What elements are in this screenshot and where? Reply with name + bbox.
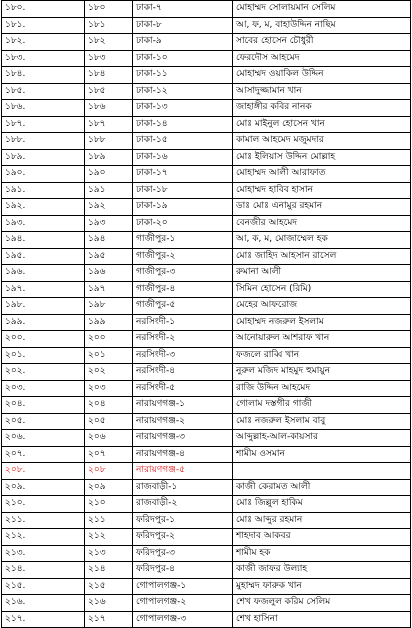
seat-number-cell: ২১১ xyxy=(85,512,133,529)
table-row xyxy=(2,331,411,348)
candidate-name-cell: গোলাম দস্তগীর গাজী xyxy=(233,397,411,414)
constituency-name-cell: গোপালগঞ্জ-২ xyxy=(133,595,233,612)
constituency-name-cell: ঢাকা-১৮ xyxy=(133,182,233,199)
seat-number-cell: ১৮১ xyxy=(85,17,133,34)
table-row xyxy=(2,265,411,282)
serial-number-cell: ১৯৫. xyxy=(2,248,85,265)
seat-number-cell: ২১৭ xyxy=(85,611,133,628)
candidate-name-cell: আসাদুজ্জামান খান xyxy=(233,83,411,100)
candidate-name-cell: মোঃ আব্দুর রহমান xyxy=(233,512,411,529)
seat-number-cell: ১৯৯ xyxy=(85,314,133,331)
serial-number-cell: ২০০. xyxy=(2,331,85,348)
serial-number-cell: ২১১. xyxy=(2,512,85,529)
serial-number-cell: ১৮৯. xyxy=(2,149,85,166)
candidate-name-cell: মোঃ ইলিয়াস উদ্দিন মোল্লাহ xyxy=(233,149,411,166)
constituency-name-cell: ঢাকা-১৭ xyxy=(133,166,233,183)
candidate-name-cell: মোহাম্মদ আলী আরাফাত xyxy=(233,166,411,183)
seat-number-cell: ১৯৫ xyxy=(85,248,133,265)
constituency-name-cell: নারায়ণগঞ্জ-৪ xyxy=(133,446,233,463)
table-row xyxy=(2,281,411,298)
constituency-name-cell: নারায়ণগঞ্জ-৫ xyxy=(133,463,233,480)
seat-number-cell: ১৯৭ xyxy=(85,281,133,298)
table-row xyxy=(2,446,411,463)
candidate-name-cell: মোঃ মাইনুল হোসেন খান xyxy=(233,116,411,133)
candidate-name-cell: শামীম হক xyxy=(233,545,411,562)
constituency-name-cell: রাজবাড়ী-১ xyxy=(133,479,233,496)
serial-number-cell: ১৯৪. xyxy=(2,232,85,249)
seat-number-cell: ২০০ xyxy=(85,331,133,348)
serial-number-cell: ১৮১. xyxy=(2,17,85,34)
constituency-name-cell: নরসিংদী-১ xyxy=(133,314,233,331)
table-row xyxy=(2,34,411,51)
seat-number-cell: ১৯৩ xyxy=(85,215,133,232)
serial-number-cell: ২০৩. xyxy=(2,380,85,397)
candidate-name-cell: শেখ হাসিনা xyxy=(233,611,411,628)
table-row xyxy=(2,545,411,562)
seat-number-cell: ২০১ xyxy=(85,347,133,364)
serial-number-cell: ১৮৫. xyxy=(2,83,85,100)
seat-number-cell: ২০৬ xyxy=(85,430,133,447)
table-row xyxy=(2,463,411,480)
constituency-name-cell: ঢাকা-১২ xyxy=(133,83,233,100)
table-row xyxy=(2,17,411,34)
constituency-name-cell: নারায়ণগঞ্জ-৩ xyxy=(133,430,233,447)
candidate-name-cell: জাহাঙ্গীর কবির নানক xyxy=(233,100,411,117)
serial-number-cell: ১৯০. xyxy=(2,166,85,183)
candidate-name-cell: রাজি উদ্দিন আহমেদ xyxy=(233,380,411,397)
serial-number-cell: ১৮৮. xyxy=(2,133,85,150)
seat-number-cell: ১৮৭ xyxy=(85,116,133,133)
seat-number-cell: ১৯২ xyxy=(85,199,133,216)
candidate-name-cell: ফজলে রাব্বি খান xyxy=(233,347,411,364)
table-row xyxy=(2,133,411,150)
serial-number-cell: ২০৯. xyxy=(2,479,85,496)
constituency-name-cell: ঢাকা-২০ xyxy=(133,215,233,232)
seat-number-cell: ২০৭ xyxy=(85,446,133,463)
seat-number-cell: ২১৪ xyxy=(85,562,133,579)
serial-number-cell: ২১৩. xyxy=(2,545,85,562)
seat-number-cell: ২০৫ xyxy=(85,413,133,430)
candidate-name-cell xyxy=(233,463,411,480)
candidate-name-cell: শেখ ফজলুল করিম সেলিম xyxy=(233,595,411,612)
candidate-name-cell: মেহের আফরোজ xyxy=(233,298,411,315)
constituency-name-cell: ফরিদপুর-২ xyxy=(133,529,233,546)
serial-number-cell: ১৮৩. xyxy=(2,50,85,67)
serial-number-cell: ২১৫. xyxy=(2,578,85,595)
candidate-name-cell: রুমানা আলী xyxy=(233,265,411,282)
candidate-name-cell: আব্দুল্লাহ-আল-কায়সার xyxy=(233,430,411,447)
table-row xyxy=(2,347,411,364)
seat-number-cell: ১৮৬ xyxy=(85,100,133,117)
constituency-name-cell: ফরিদপুর-৪ xyxy=(133,562,233,579)
table-row xyxy=(2,397,411,414)
seat-number-cell: ১৯১ xyxy=(85,182,133,199)
serial-number-cell: ২১২. xyxy=(2,529,85,546)
seat-number-cell: ১৯৬ xyxy=(85,265,133,282)
constituency-name-cell: ঢাকা-৮ xyxy=(133,17,233,34)
candidate-name-cell: বেনজীর আহমেদ xyxy=(233,215,411,232)
table-row xyxy=(2,215,411,232)
constituency-name-cell: গাজীপুর-৫ xyxy=(133,298,233,315)
table-row xyxy=(2,100,411,117)
serial-number-cell: ১৯৮. xyxy=(2,298,85,315)
candidate-name-cell: ফেরদৌস আহমেদ xyxy=(233,50,411,67)
constituency-name-cell: ফরিদপুর-১ xyxy=(133,512,233,529)
serial-number-cell: ১৯৭. xyxy=(2,281,85,298)
candidate-name-cell: মোহাম্মদ ওয়াকিল উদ্দিন xyxy=(233,67,411,84)
constituency-name-cell: গোপালগঞ্জ-১ xyxy=(133,578,233,595)
constituency-name-cell: নরসিংদী-৩ xyxy=(133,347,233,364)
candidate-name-cell: আ, ফ, ম, বাহাউদ্দিন নাছিম xyxy=(233,17,411,34)
table-row xyxy=(2,479,411,496)
constituency-name-cell: ঢাকা-৭ xyxy=(133,1,233,18)
constituency-name-cell: নরসিংদী-৪ xyxy=(133,364,233,381)
table-row xyxy=(2,116,411,133)
table-row xyxy=(2,166,411,183)
serial-number-cell: ২০৬. xyxy=(2,430,85,447)
serial-number-cell: ২০৫. xyxy=(2,413,85,430)
seat-number-cell: ১৯০ xyxy=(85,166,133,183)
table-row xyxy=(2,199,411,216)
seat-number-cell: ২১৩ xyxy=(85,545,133,562)
candidate-name-cell: কাজী জাফর উল্যাহ xyxy=(233,562,411,579)
table-row xyxy=(2,67,411,84)
seat-number-cell: ২০২ xyxy=(85,364,133,381)
constituency-name-cell: নরসিংদী-৫ xyxy=(133,380,233,397)
serial-number-cell: ১৯২. xyxy=(2,199,85,216)
candidate-list-document xyxy=(1,0,410,628)
table-row xyxy=(2,595,411,612)
candidate-name-cell: সিমিন হোসেন (রিমি) xyxy=(233,281,411,298)
seat-number-cell: ১৯৮ xyxy=(85,298,133,315)
constituency-name-cell: গাজীপুর-১ xyxy=(133,232,233,249)
candidate-table-body xyxy=(2,1,411,628)
candidate-name-cell: মোহাম্মদ নজরুল ইসলাম xyxy=(233,314,411,331)
table-row xyxy=(2,413,411,430)
seat-number-cell: ১৯৪ xyxy=(85,232,133,249)
candidate-table xyxy=(1,0,411,628)
candidate-name-cell: শাহদাব আকবর xyxy=(233,529,411,546)
table-row xyxy=(2,50,411,67)
serial-number-cell: ১৯১. xyxy=(2,182,85,199)
constituency-name-cell: ঢাকা-১০ xyxy=(133,50,233,67)
constituency-name-cell: ঢাকা-১৯ xyxy=(133,199,233,216)
table-row xyxy=(2,83,411,100)
seat-number-cell: ২১০ xyxy=(85,496,133,513)
constituency-name-cell: গাজীপুর-৪ xyxy=(133,281,233,298)
candidate-name-cell: মোঃ জিল্লুল হাকিম xyxy=(233,496,411,513)
constituency-name-cell: ঢাকা-১৫ xyxy=(133,133,233,150)
constituency-name-cell: গাজীপুর-৩ xyxy=(133,265,233,282)
constituency-name-cell: ঢাকা-১১ xyxy=(133,67,233,84)
serial-number-cell: ১৮৭. xyxy=(2,116,85,133)
seat-number-cell: ২০৮ xyxy=(85,463,133,480)
serial-number-cell: ১৯৯. xyxy=(2,314,85,331)
seat-number-cell: ১৮৮ xyxy=(85,133,133,150)
seat-number-cell: ২০৯ xyxy=(85,479,133,496)
seat-number-cell: ২১৬ xyxy=(85,595,133,612)
constituency-name-cell: ফরিদপুর-৩ xyxy=(133,545,233,562)
seat-number-cell: ১৮৫ xyxy=(85,83,133,100)
seat-number-cell: ২০৪ xyxy=(85,397,133,414)
candidate-name-cell: মোঃ জাহিদ আহসান রাসেল xyxy=(233,248,411,265)
table-row xyxy=(2,232,411,249)
constituency-name-cell: ঢাকা-৯ xyxy=(133,34,233,51)
table-row xyxy=(2,529,411,546)
candidate-name-cell: মোহাম্মদ সোলায়মান সেলিম xyxy=(233,1,411,18)
constituency-name-cell: নরসিংদী-২ xyxy=(133,331,233,348)
candidate-name-cell: কামাল আহমেদ মজুমদার xyxy=(233,133,411,150)
candidate-name-cell: ডাঃ মোঃ এনামুর রহমান xyxy=(233,199,411,216)
serial-number-cell: ১৮৪. xyxy=(2,67,85,84)
serial-number-cell: ২০৪. xyxy=(2,397,85,414)
table-row xyxy=(2,578,411,595)
seat-number-cell: ২০৩ xyxy=(85,380,133,397)
table-row xyxy=(2,248,411,265)
table-row xyxy=(2,1,411,18)
candidate-name-cell: আ, ক, ম, মোজাম্মেল হক xyxy=(233,232,411,249)
table-row xyxy=(2,611,411,628)
table-row xyxy=(2,496,411,513)
serial-number-cell: ১৮২. xyxy=(2,34,85,51)
table-row xyxy=(2,314,411,331)
serial-number-cell: ১৯৬. xyxy=(2,265,85,282)
candidate-name-cell: আনোয়ারুল আশরাফ খান xyxy=(233,331,411,348)
constituency-name-cell: রাজবাড়ী-২ xyxy=(133,496,233,513)
table-row xyxy=(2,182,411,199)
candidate-name-cell: মোঃ নজরুল ইসলাম বাবু xyxy=(233,413,411,430)
table-row xyxy=(2,149,411,166)
serial-number-cell: ২০১. xyxy=(2,347,85,364)
candidate-name-cell: সাবের হোসেন চৌধুরী xyxy=(233,34,411,51)
constituency-name-cell: গোপালগঞ্জ-৩ xyxy=(133,611,233,628)
seat-number-cell: ১৮০ xyxy=(85,1,133,18)
table-row xyxy=(2,562,411,579)
candidate-name-cell: নুরুল মজিদ মাহমুদ হুমায়ুন xyxy=(233,364,411,381)
table-row xyxy=(2,512,411,529)
candidate-name-cell: মোহাম্মদ হাবিব হাসান xyxy=(233,182,411,199)
table-row xyxy=(2,380,411,397)
serial-number-cell: ২১৭. xyxy=(2,611,85,628)
seat-number-cell: ১৮৯ xyxy=(85,149,133,166)
seat-number-cell: ১৮৩ xyxy=(85,50,133,67)
seat-number-cell: ১৮৪ xyxy=(85,67,133,84)
constituency-name-cell: ঢাকা-১৩ xyxy=(133,100,233,117)
seat-number-cell: ২১২ xyxy=(85,529,133,546)
table-row xyxy=(2,364,411,381)
constituency-name-cell: নারায়ণগঞ্জ-২ xyxy=(133,413,233,430)
seat-number-cell: ১৮২ xyxy=(85,34,133,51)
constituency-name-cell: ঢাকা-১৪ xyxy=(133,116,233,133)
serial-number-cell: ২১০. xyxy=(2,496,85,513)
candidate-name-cell: কাজী কেরামত আলী xyxy=(233,479,411,496)
candidate-name-cell: শামীম ওসমান xyxy=(233,446,411,463)
table-row xyxy=(2,430,411,447)
serial-number-cell: ১৮৬. xyxy=(2,100,85,117)
serial-number-cell: ২১৪. xyxy=(2,562,85,579)
serial-number-cell: ১৯৩. xyxy=(2,215,85,232)
constituency-name-cell: নারায়ণগঞ্জ-১ xyxy=(133,397,233,414)
serial-number-cell: ২১৬. xyxy=(2,595,85,612)
serial-number-cell: ১৮০. xyxy=(2,1,85,18)
serial-number-cell: ২০৮. xyxy=(2,463,85,480)
constituency-name-cell: ঢাকা-১৬ xyxy=(133,149,233,166)
table-row xyxy=(2,298,411,315)
serial-number-cell: ২০২. xyxy=(2,364,85,381)
serial-number-cell: ২০৭. xyxy=(2,446,85,463)
candidate-name-cell: মুহাম্মদ ফারুক খান xyxy=(233,578,411,595)
seat-number-cell: ২১৫ xyxy=(85,578,133,595)
constituency-name-cell: গাজীপুর-২ xyxy=(133,248,233,265)
